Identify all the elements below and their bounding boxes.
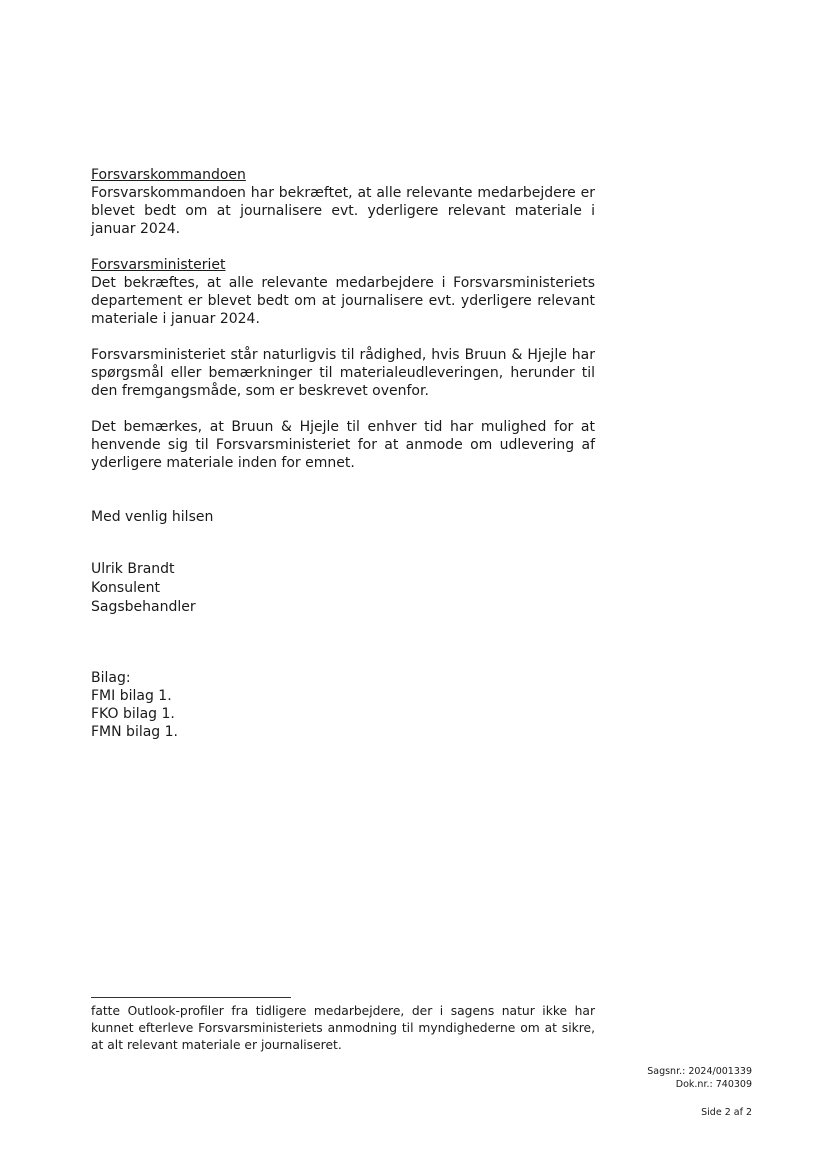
footnote-text: fatte Outlook-profiler fra tidligere medarbejdere, der i sagens natur ikke har kunnet efterleve Forsvarsministeriets anmodning til myndighederne om at sikre, at alt relevant materiale er journaliseret. <box>91 1004 595 1052</box>
letter-body <box>91 166 595 472</box>
attachments-label: Bilag: <box>91 670 131 686</box>
document-meta <box>647 1065 752 1091</box>
document-number: Dok.nr.: 740309 <box>675 1079 752 1090</box>
footnote-divider <box>91 997 291 998</box>
signer-name: Ulrik Brandt <box>91 561 175 577</box>
attachment-item: FMI bilag 1. <box>91 688 172 704</box>
signer-title: Konsulent <box>91 580 160 596</box>
closing-greeting: Med venlig hilsen <box>91 509 214 525</box>
page-number: Side 2 af 2 <box>701 1107 752 1118</box>
signature-block <box>91 560 196 617</box>
attachments-list <box>91 669 178 741</box>
attachment-item: FKO bilag 1. <box>91 706 175 722</box>
paragraph-note: Det bemærkes, at Bruun & Hjejle til enhver tid har mulighed for at henvende sig til Forsvarsministeriet for at anmode om udlevering af yderligere materiale inden for emnet. <box>91 419 595 471</box>
section-heading-forsvarsministeriet: Forsvarsministeriet <box>91 257 226 273</box>
case-number: Sagsnr.: 2024/001339 <box>647 1066 752 1077</box>
attachment-item: FMN bilag 1. <box>91 724 178 740</box>
paragraph-forsvarsministeriet: Det bekræftes, at alle relevante medarbejdere i Forsvarsministeriets departement er blevet bedt om at journalisere evt. yderligere relevant materiale i januar 2024. <box>91 275 595 327</box>
paragraph-availability: Forsvarsministeriet står naturligvis til rådighed, hvis Bruun & Hjejle har spørgsmål eller bemærkninger til materialeudleveringen, herunder til den fremgangsmåde, som er beskrevet ovenfor. <box>91 347 595 399</box>
section-heading-forsvarskommandoen: Forsvarskommandoen <box>91 167 246 183</box>
paragraph-forsvarskommandoen: Forsvarskommandoen har bekræftet, at alle relevante medarbejdere er blevet bedt om at journalisere evt. yderligere relevant materiale i januar 2024. <box>91 185 595 237</box>
signer-role: Sagsbehandler <box>91 599 196 615</box>
